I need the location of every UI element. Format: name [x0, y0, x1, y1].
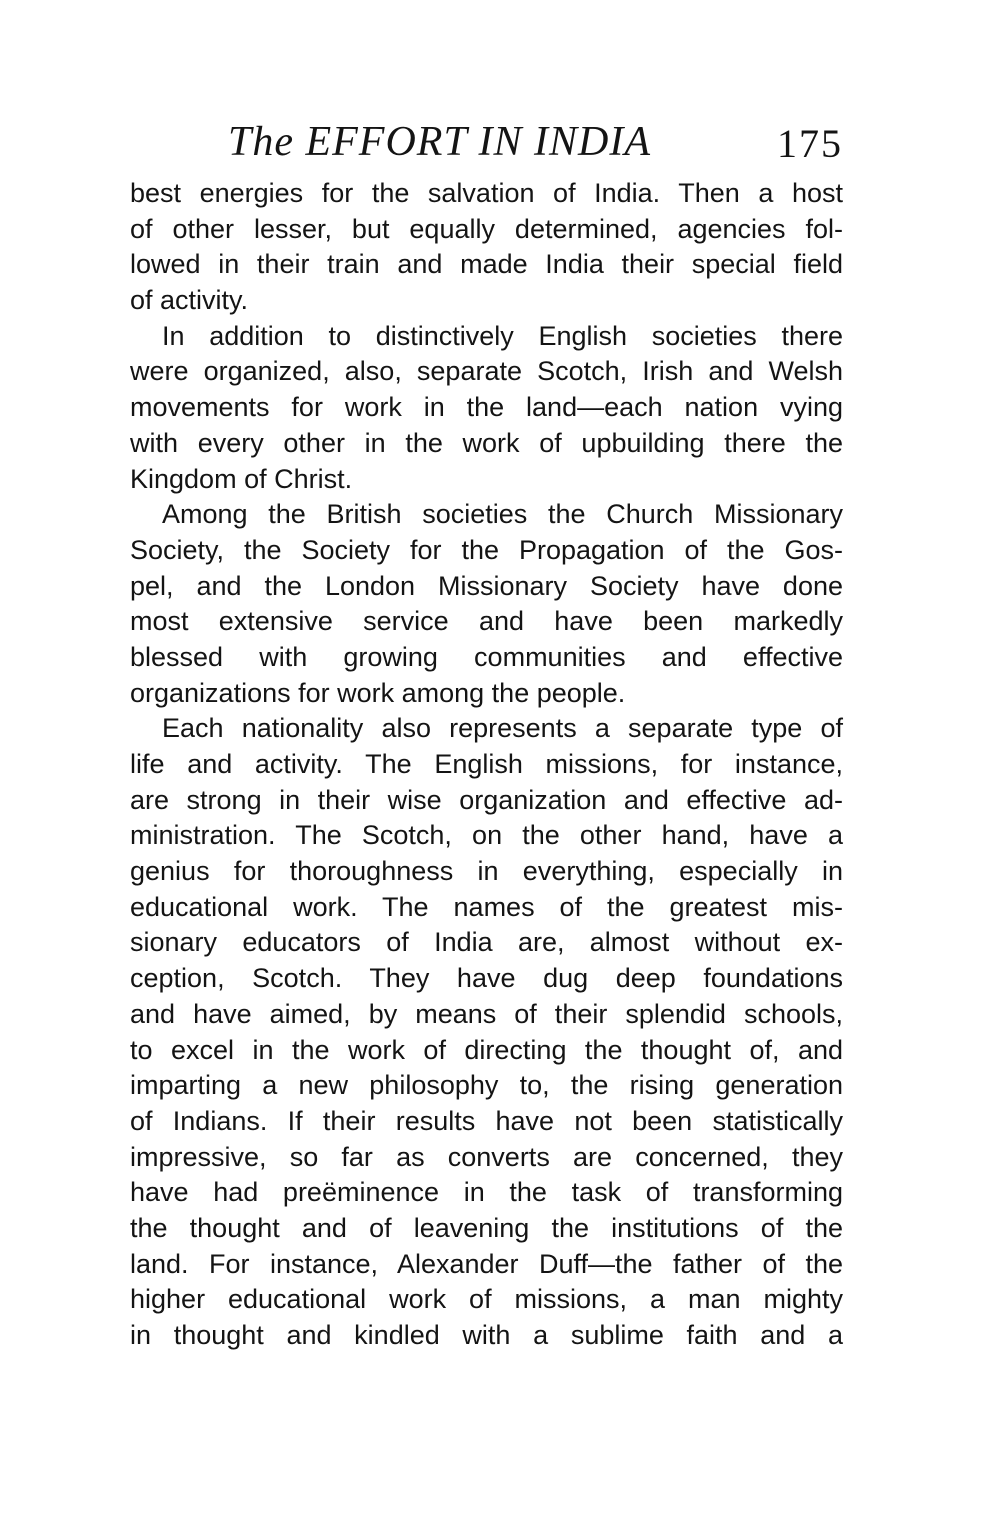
text-line: genius for thoroughness in everything, especially in — [130, 856, 843, 887]
text-line: are strong in their wise organization and effective ad- — [130, 784, 843, 815]
running-title: The EFFORT IN INDIA — [228, 119, 652, 165]
text-line: best energies for the salvation of India. Then a host — [130, 178, 843, 208]
text-line: movements for work in the land—each nation vying — [130, 392, 843, 423]
text-line: were organized, also, separate Scotch, Irish and Welsh — [130, 356, 843, 387]
text-line: In addition to distinctively English societies there — [162, 320, 843, 351]
text-line: sionary educators of India are, almost without ex- — [130, 927, 843, 958]
body-text — [130, 176, 843, 1354]
text-line: lowed in their train and made India their special field — [130, 249, 843, 280]
text-line: blessed with growing communities and effective — [130, 641, 843, 672]
paragraph — [130, 319, 843, 497]
text-line: life and activity. The English missions, for instance, — [130, 749, 843, 779]
text-line: imparting a new philosophy to, the rising generation — [130, 1070, 843, 1101]
text-line: with every other in the work of upbuilding there the — [130, 427, 843, 458]
text-line: impressive, so far as converts are concerned, they — [130, 1141, 843, 1172]
text-line: Among the British societies the Church Missionary — [162, 499, 843, 530]
paragraph — [130, 176, 843, 319]
text-line: Kingdom of Christ. — [130, 463, 353, 494]
text-line: of Indians. If their results have not been statistically — [130, 1105, 843, 1136]
text-line: of activity. — [130, 285, 249, 316]
running-header — [130, 118, 843, 174]
text-line: organizations for work among the people. — [130, 677, 626, 708]
text-line: ception, Scotch. They have dug deep foundations — [130, 963, 843, 994]
page-number: 175 — [777, 121, 843, 166]
text-line: have had preëminence in the task of transforming — [130, 1177, 843, 1208]
paragraph — [130, 497, 843, 711]
text-line: in thought and kindled with a sublime faith and a — [130, 1320, 843, 1350]
text-line: and have aimed, by means of their splendid schools, — [130, 998, 843, 1029]
text-line: higher educational work of missions, a man mighty — [130, 1284, 843, 1315]
text-line: Society, the Society for the Propagation of the Gos- — [130, 534, 843, 565]
text-line: educational work. The names of the greatest mis- — [130, 891, 843, 922]
text-line: ministration. The Scotch, on the other hand, have a — [130, 820, 843, 851]
text-line: the thought and of leavening the institutions of the — [130, 1212, 843, 1243]
paragraph — [130, 711, 843, 1353]
text-line: Each nationality also represents a separate type of — [162, 713, 843, 744]
text-line: most extensive service and have been markedly — [130, 606, 843, 637]
text-line: pel, and the London Missionary Society have done — [130, 570, 843, 601]
text-line: land. For instance, Alexander Duff—the father of the — [130, 1248, 843, 1279]
text-line: to excel in the work of directing the thought of, and — [130, 1034, 843, 1065]
text-line: of other lesser, but equally determined, agencies fol- — [130, 213, 843, 244]
